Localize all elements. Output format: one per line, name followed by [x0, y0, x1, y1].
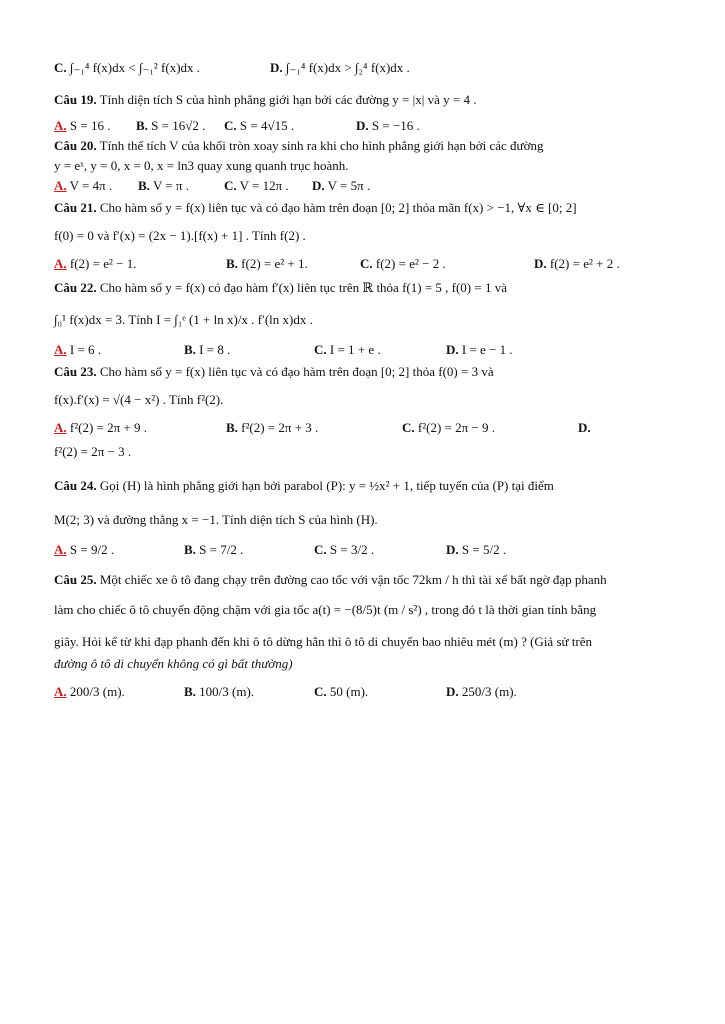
option-text: S = 7/2 . [199, 542, 244, 557]
option-label: A. [54, 684, 67, 699]
q25-option-a [54, 684, 125, 700]
option-text: V = 12π . [239, 178, 289, 193]
q24-option-d [446, 542, 506, 558]
option-text: f²(2) = 2π + 3 . [241, 420, 319, 435]
q22-option-c [314, 342, 381, 358]
option-text: f(2) = e² + 2 . [549, 256, 620, 271]
q25-stem-line-2 [54, 602, 596, 618]
option-label: C. [224, 118, 237, 133]
option-text: 50 (m). [329, 684, 369, 699]
option-label: C. [314, 342, 327, 357]
question-text: ∫₀¹ f(x)dx = 3. Tính I = ∫₁ᵉ (1 + ln x)/x . f′(ln x)dx . [54, 312, 313, 327]
option-label: B. [136, 118, 148, 133]
q19-option-b [136, 118, 205, 134]
q20-option-c [224, 178, 289, 194]
option-label: A. [54, 342, 67, 357]
option-text: f²(2) = 2π + 9 . [69, 420, 148, 435]
option-text: I = 1 + e . [329, 342, 381, 357]
question-number: Câu 20. [54, 138, 97, 153]
question-text: M(2; 3) và đường thẳng x = −1. Tính diện tích S của hình (H). [54, 512, 378, 527]
option-label: B. [184, 342, 196, 357]
q21-stem-line-1 [54, 200, 577, 216]
option-text: I = 6 . [69, 342, 102, 357]
question-text: Một chiếc xe ô tô đang chạy trên đường cao tốc với vận tốc 72km / h thì tài xế bất ngờ đạp phanh [99, 572, 607, 587]
q22-option-d [446, 342, 513, 358]
q20-stem-line-2 [54, 158, 349, 174]
q21-option-c [360, 256, 446, 272]
option-label: D. [578, 420, 591, 435]
option-label: D. [356, 118, 369, 133]
question-note: đường ô tô di chuyển không có gì bất thường) [54, 656, 293, 671]
q25-stem-line-1 [54, 572, 607, 588]
option-label: D. [446, 342, 459, 357]
option-label: D. [534, 256, 547, 271]
option-text: V = 4π . [69, 178, 113, 193]
option-label: C. [402, 420, 415, 435]
q25-option-c [314, 684, 368, 700]
question-number: Câu 19. [54, 92, 97, 107]
question-text: Cho hàm số y = f(x) liên tục và có đạo hàm trên đoạn [0; 2] thỏa mãn f(x) > −1, ∀x ∈ [0; 2] [99, 200, 577, 215]
q20-option-d [312, 178, 370, 194]
q22-stem-line-2 [54, 312, 313, 328]
option-text: S = 9/2 . [69, 542, 115, 557]
option-text: f(2) = e² + 1. [241, 256, 308, 271]
option-label: B. [184, 684, 196, 699]
prev-option-c [54, 60, 200, 76]
option-label: B. [226, 420, 238, 435]
q19-option-a [54, 118, 110, 134]
q22-option-b [184, 342, 230, 358]
question-text: Cho hàm số y = f(x) có đạo hàm f′(x) liên tục trên ℝ thỏa f(1) = 5 , f(0) = 1 và [99, 280, 507, 295]
option-text: I = 8 . [199, 342, 231, 357]
option-text: S = 16√2 . [151, 118, 206, 133]
q20-option-b [138, 178, 189, 194]
option-label: A. [54, 178, 67, 193]
question-text: Gọi (H) là hình phẳng giới hạn bởi parabol (P): y = ½x² + 1, tiếp tuyến của (P) tại điểm [99, 478, 554, 493]
option-label: D. [446, 542, 459, 557]
q24-option-c [314, 542, 374, 558]
option-label: B. [226, 256, 238, 271]
q23-stem-line-1 [54, 364, 494, 380]
option-text: ∫₋₁⁴ f(x)dx > ∫₂⁴ f(x)dx . [285, 60, 410, 75]
q21-option-b [226, 256, 308, 272]
q22-stem-line-1 [54, 280, 507, 296]
option-text: I = e − 1 . [461, 342, 513, 357]
prev-option-d [270, 60, 410, 76]
q24-stem-line-2 [54, 512, 378, 528]
option-label: B. [138, 178, 150, 193]
option-label: C. [314, 542, 327, 557]
option-text: S = −16 . [371, 118, 420, 133]
option-label: C. [54, 60, 67, 75]
option-label: B. [184, 542, 196, 557]
q23-option-c [402, 420, 495, 436]
option-text: f²(2) = 2π − 3 . [54, 444, 132, 459]
question-number: Câu 22. [54, 280, 97, 295]
q24-stem-line-1 [54, 478, 554, 494]
option-text: f(2) = e² − 1. [69, 256, 137, 271]
question-text: f(x).f′(x) = √(4 − x²) . Tính f²(2). [54, 392, 224, 407]
option-text: f²(2) = 2π − 9 . [417, 420, 496, 435]
option-label: A. [54, 420, 67, 435]
question-text: Tính thể tích V của khối tròn xoay sinh ra khi cho hình phẳng giới hạn bởi các đường [99, 138, 544, 153]
option-label: D. [312, 178, 325, 193]
question-text: f(0) = 0 và f′(x) = (2x − 1).[f(x) + 1] . Tính f(2) . [54, 228, 306, 243]
q21-option-d [534, 256, 620, 272]
option-text: ∫₋₁⁴ f(x)dx < ∫₋₁² f(x)dx . [69, 60, 201, 75]
q25-stem-line-4 [54, 656, 293, 672]
option-label: C. [314, 684, 327, 699]
option-text: f(2) = e² − 2 . [375, 256, 446, 271]
option-text: V = 5π . [327, 178, 371, 193]
q19-stem [54, 92, 476, 108]
option-text: 250/3 (m). [461, 684, 517, 699]
option-text: V = π . [152, 178, 189, 193]
option-text: S = 4√15 . [239, 118, 295, 133]
q25-option-b [184, 684, 254, 700]
option-text: S = 16 . [69, 118, 111, 133]
q23-stem-line-2 [54, 392, 223, 408]
q19-option-d [356, 118, 420, 134]
q23-option-d-text-line [54, 444, 131, 460]
question-text: Tính diện tích S của hình phẳng giới hạn bởi các đường y = |x| và y = 4 . [99, 92, 477, 107]
q20-option-a [54, 178, 112, 194]
option-text: 100/3 (m). [199, 684, 255, 699]
q21-stem-line-2 [54, 228, 306, 244]
q24-option-b [184, 542, 243, 558]
q23-option-b [226, 420, 318, 436]
option-text: S = 5/2 . [461, 542, 507, 557]
question-number: Câu 25. [54, 572, 97, 587]
q25-stem-line-3 [54, 634, 592, 650]
option-label: D. [446, 684, 459, 699]
q23-option-a [54, 420, 147, 436]
q23-option-d [578, 420, 591, 436]
q24-option-a [54, 542, 114, 558]
q22-option-a [54, 342, 101, 358]
question-text: Cho hàm số y = f(x) liên tục và có đạo hàm trên đoạn [0; 2] thỏa f(0) = 3 và [99, 364, 494, 379]
q25-option-d [446, 684, 517, 700]
question-text: giây. Hỏi kể từ khi đạp phanh đến khi ô tô dừng hẳn thì ô tô di chuyển bao nhiêu mét (m) ? (Giả sử trên [54, 634, 593, 649]
question-number: Câu 21. [54, 200, 97, 215]
option-label: A. [54, 542, 67, 557]
option-label: A. [54, 118, 67, 133]
option-label: A. [54, 256, 67, 271]
option-label: D. [270, 60, 283, 75]
question-number: Câu 23. [54, 364, 97, 379]
option-label: C. [224, 178, 237, 193]
option-label: C. [360, 256, 373, 271]
q20-stem-line-1 [54, 138, 543, 154]
q21-option-a [54, 256, 136, 272]
question-text: làm cho chiếc ô tô chuyển động chậm với gia tốc a(t) = −(8/5)t (m / s²) , trong đó t là thời gian tính bằng [54, 602, 597, 617]
q19-option-c [224, 118, 294, 134]
question-number: Câu 24. [54, 478, 97, 493]
question-text: y = eˣ, y = 0, x = 0, x = ln3 quay xung quanh trục hoành. [54, 158, 349, 173]
option-text: 200/3 (m). [69, 684, 125, 699]
option-text: S = 3/2 . [329, 542, 375, 557]
